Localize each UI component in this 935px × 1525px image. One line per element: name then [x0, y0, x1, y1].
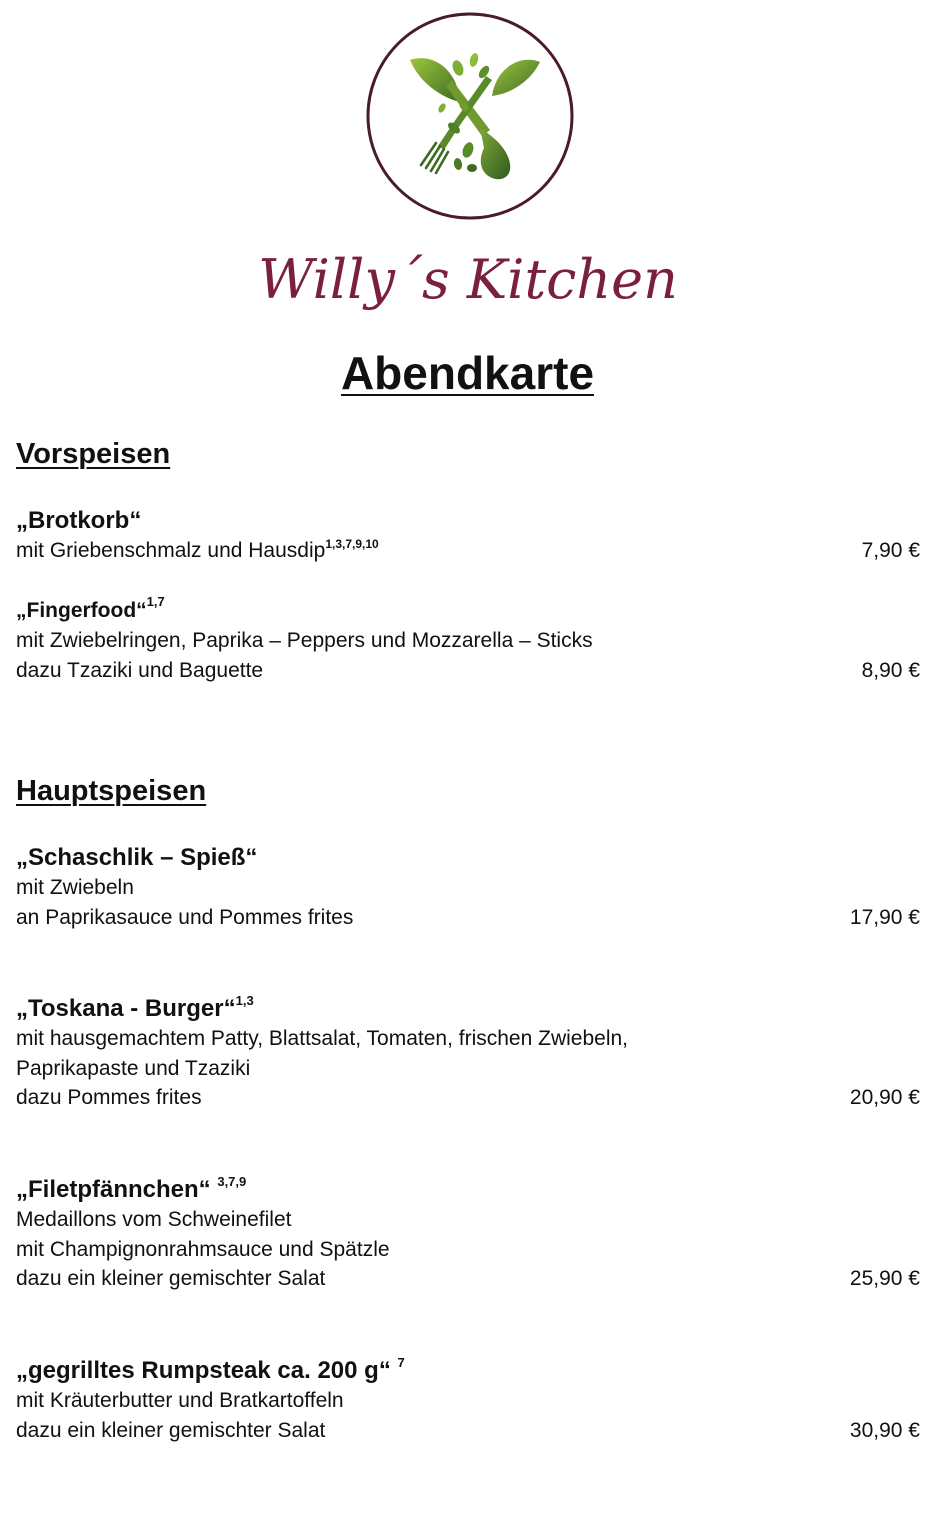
item-description: an Paprikasauce und Pommes frites [16, 905, 354, 929]
item-description: Paprikapaste und Tzaziki [16, 1056, 251, 1080]
item-name: „Brotkorb“ [16, 507, 142, 534]
item-description: dazu ein kleiner gemischter Salat [16, 1267, 326, 1290]
section-heading-vorspeisen: Vorspeisen [16, 438, 171, 470]
item-name: „Toskana - Burger“$^{1,3}$ [16, 993, 254, 1022]
item-price: 30,90 € [849, 1418, 920, 1442]
allergen-codes: 3,7,9 [217, 1174, 247, 1189]
item-description: dazu Tzaziki und Baguette [16, 658, 264, 682]
item-price: 25,90 € [849, 1267, 920, 1290]
item-description: mit Zwiebeln [16, 876, 134, 899]
allergen-codes: 1,3,7,9,10 [325, 537, 379, 551]
page-title: Abendkarte [340, 347, 595, 399]
leaf-icon [492, 60, 540, 96]
menu-item-schaschlik [16, 843, 920, 932]
menu-item-filetpfaennchen [16, 1175, 920, 1294]
item-price: 7,90 € [861, 539, 920, 562]
leaf-icon [410, 58, 460, 102]
item-description: mit Zwiebelringen, Paprika – Peppers und Mozzarella – Sticks [16, 629, 593, 652]
item-description: Medaillons vom Schweinefilet [16, 1208, 292, 1231]
brand-name: Willy´s Kitchen [257, 248, 678, 311]
restaurant-logo [0, 10, 935, 330]
logo-graphic [258, 10, 678, 330]
menu-item-brotkorb [16, 506, 920, 566]
item-name: „gegrilltes Rumpsteak ca. 200 g“ $^7$ [16, 1355, 405, 1384]
item-price: 8,90 € [861, 658, 920, 682]
item-price: 20,90 € [849, 1086, 920, 1109]
item-description: mit Kräuterbutter und Bratkartoffeln [16, 1389, 344, 1412]
item-description: dazu ein kleiner gemischter Salat [16, 1418, 326, 1442]
item-name: „Fingerfood“$^{1,7}$ [16, 594, 165, 622]
item-description: mit hausgemachtem Patty, Blattsalat, Tomaten, frischen Zwiebeln, [16, 1027, 629, 1050]
menu-item-rumpsteak [16, 1356, 920, 1445]
item-description: mit Griebenschmalz und Hausdip$^{1,3,7,9,10}$ [16, 537, 379, 562]
item-description: mit Champignonrahmsauce und Spätzle [16, 1237, 390, 1261]
section-heading-hauptspeisen: Hauptspeisen [16, 775, 207, 807]
item-price: 17,90 € [849, 905, 920, 929]
allergen-codes: 1,7 [146, 594, 165, 609]
allergen-codes: 7 [397, 1355, 405, 1370]
menu-item-toskana-burger [16, 994, 920, 1113]
menu-item-fingerfood [16, 596, 920, 685]
item-name: „Filetpfännchen“ $^{3,7,9}$ [16, 1174, 247, 1203]
allergen-codes: 1,3 [235, 993, 254, 1008]
item-name: „Schaschlik – Spieß“ [16, 844, 258, 871]
spoon-icon [480, 128, 510, 179]
item-description: dazu Pommes frites [16, 1086, 202, 1109]
